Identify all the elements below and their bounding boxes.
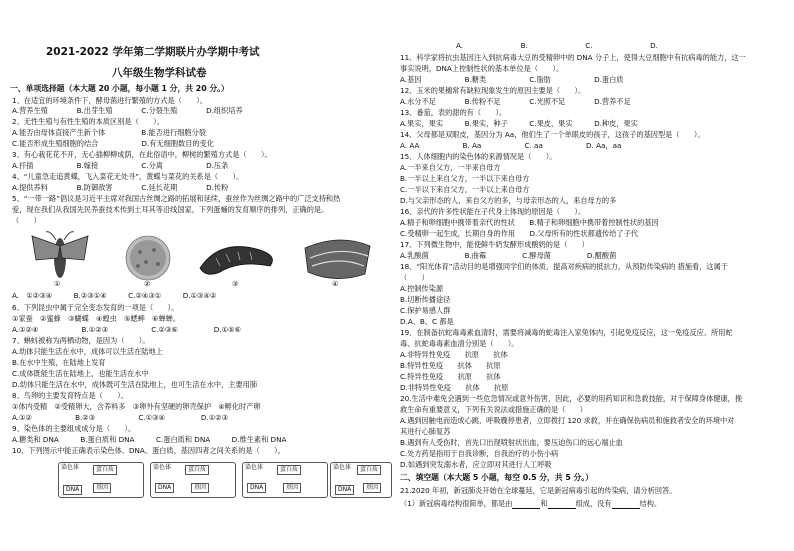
- left-column: [10, 0, 392, 551]
- option-line: B.一半以上来自父方，一半以下来自母方: [400, 174, 530, 183]
- question-line: （ ）: [400, 273, 429, 282]
- option-line: C.一半以下来自父方，一半以上来自母方: [400, 185, 530, 194]
- question-line: 21.2020 年初，新冠肺炎开始在全球蔓延，它是新冠病毒引起的传染病，请分析回答。: [400, 486, 677, 495]
- image-label: ①: [54, 280, 61, 288]
- question-line: 11、科学家将抗虫基因注入到抗病毒大豆的受精卵中的 DNA 分子上，使得大豆细胞中有抗病毒的能力，这一: [400, 53, 746, 62]
- option-line: A.幼体只能生活在水中，成体可以生活在陆地上: [12, 347, 163, 356]
- option-line: B.在水中生殖，在陆地上发育: [12, 358, 106, 367]
- option-line: C.能否形成生殖细胞的结合 D.有无细胞数目的变化: [12, 139, 215, 148]
- option-line: A.乳酸菌 B.曲霉 C.酵母菌 D.醋酸菌: [400, 251, 617, 260]
- question-line: 5、“一带一路”倡议是习近平主席对我国古丝绸之路的拓展和延续，蚕丝作为丝绸之路中的广泛支持和热: [12, 194, 341, 203]
- option-line: A.能否由母体直接产生新个体 B.能否进行细胞分裂: [12, 128, 206, 137]
- question-line: 15、人体细胞内的染色体的来源情况是（ ）。: [400, 152, 557, 161]
- question-line: 7、蝌蚪被称为两栖动物，是因为（ ）。: [12, 336, 150, 345]
- option-line: A.精子和卵细胞中携带着亲代的性状 B.精子和卵细胞中携带着控制性状的基因: [400, 218, 659, 227]
- image-label: ③: [232, 280, 239, 288]
- moth-image: [32, 232, 88, 278]
- option-line: A.水分不足 B.传粉不足 C.光照不足 D.营养不足: [400, 97, 631, 106]
- option-line: C.成体既能生活在陆地上，也能生活在水中: [12, 369, 149, 378]
- question-line: 12、玉米的果穗常有缺粒现象发生的原因主要是（ ）。: [400, 86, 586, 95]
- option-line: A. AA B. Aa C. aa D. Aa，aa: [400, 141, 622, 150]
- option-line: A. ①②③④ B.②③①④ C.②④③① D.①③④②: [12, 291, 217, 300]
- option-line: C.保护易感人群: [400, 306, 451, 315]
- question-line: 10、下列图示中能正确表示染色体、DNA、蛋白质、基因四者之间关系的是（ ）。: [12, 446, 285, 455]
- pupa-image: [305, 240, 370, 279]
- option-line: A.遇到因触电而造成心跳、呼吸骤停患者，立即拨打 120 求救，并在确保伤病员和施救者安全的环境中对: [400, 416, 735, 425]
- question-line: 18、“阳光体育”活动目的是增强同学们的体质，提高对疾病的抵抗力，从预防传染病的 措施看，这属于: [400, 262, 728, 271]
- exam-subtitle: 八年级生物学科试卷: [112, 67, 207, 79]
- question-line: 8、鸟卵的主要发育特点是（ ）。: [12, 391, 128, 400]
- question-line: 20.生活中难免会遇到一些危急情况或意外伤害，因此，必要的用药知识和急救技能，对于保障身体健康，挽: [400, 394, 743, 403]
- question-line: 3、有心栽花花不开，无心插柳柳成荫，在此俗语中，柳树的繁殖方式是（ ）。: [12, 150, 272, 159]
- fill-blank-line: （1）新冠病毒结构很简单，都是由 和 组成，没有 结构。: [400, 499, 662, 508]
- option-line: D.幼体只能生活在水中，成体既可生活在陆地上，也可生活在水中，主要用肺: [12, 380, 258, 389]
- option-line: A.提供养料 B.防御敌害 C.延长花期 D.传粉: [12, 183, 229, 192]
- relation-diagram-a: 染色体 蛋白质 基因 DNA: [58, 462, 144, 498]
- option-line: D.与父亲形态的人，来自父方的多，与母亲形态的人，来自母方的多: [400, 196, 617, 205]
- option-line: D.A、B、C 都是: [400, 317, 454, 326]
- option-line: A.果实，果实 B.果实，种子 C.果皮，果实 D.种皮，果实: [400, 119, 638, 128]
- option-line: ①家蚕 ②蜜蜂 ③蝴蝶 ④蝗虫 ⑤蟋蟀 ⑥蝉蝉。: [12, 314, 181, 323]
- relation-diagram-c: 染色体 蛋白质 基因 DNA: [242, 462, 328, 498]
- option-line: B.遇到有人受伤时，首先口出现喷射状出血，要压迫伤口的远心端止血: [400, 438, 623, 447]
- right-column: [400, 0, 788, 551]
- option-line: C.特异性免疫 抗原 抗体: [400, 372, 501, 381]
- question-line: 19、在制备抗蛇毒毒素血清时，需要将减毒的蛇毒注入家兔体内，引起免疫反应，这一免疫反应、所用蛇: [400, 328, 733, 337]
- question-line: 2、无性生殖与有性生殖的本质区别是（ ）。: [12, 117, 164, 126]
- option-line: 其进行心肺复苏: [400, 427, 451, 436]
- option-line: D.如遇到突发溺水者，应立即对其进行人工呼吸: [400, 460, 552, 469]
- question-line: 救生命有重要意义，下列有关说法或措施正确的是（ ）: [400, 405, 587, 414]
- answer-blank[interactable]: [612, 499, 640, 509]
- option-line: B.特异性免疫 抗体 抗原: [400, 361, 501, 370]
- question-line: 4、“儿童急走追黄蝶，飞入菜花无处寻”，黄蝶与菜花的关系是（ ）。: [12, 172, 244, 181]
- option-line: A.控制传染源: [400, 284, 444, 293]
- question-line: 事实说明，DNA上控制性状的基本单位是（ ）。: [400, 64, 564, 73]
- silkworm-illustration: [20, 228, 390, 288]
- question-line: 毒、抗蛇毒毒素血清分别是（ ）。: [400, 339, 519, 348]
- option-line: A.非特异性免疫 抗原 抗体: [400, 350, 508, 359]
- option-line: A.①② B.②③ C.①③④ D.①②③: [12, 413, 229, 422]
- question-line: 9、染色体的主要组成成分是（ ）。: [12, 424, 136, 433]
- image-label: ④: [332, 280, 339, 288]
- section2-heading: 二、填空题（本大题 5 小题，每空 0.5 分，共 5 分。）: [400, 473, 593, 482]
- image-label: ②: [144, 280, 151, 288]
- option-line: A.一半来自父方，一半来自母方: [400, 163, 501, 172]
- larva-image: [200, 247, 272, 275]
- eggs-image: [126, 236, 170, 280]
- option-line: A.基因 B.糖类 C.脂肪 D.蛋白质: [400, 75, 624, 84]
- question-line: 13、番茄，表的甜的有（ ）。: [400, 108, 507, 117]
- relation-diagram-d: 染色体 蛋白质 DNA 基因: [330, 462, 392, 498]
- answer-blank[interactable]: [548, 499, 576, 509]
- option-line: A. B. C. D.: [456, 41, 658, 50]
- option-line: D.非特异性免疫 抗体 抗原: [400, 383, 509, 392]
- relation-diagram-b: 染色体 蛋白质 DNA 基因: [150, 462, 236, 498]
- option-line: A.糖类和 DNA B.蛋白质和 DNA C.蛋白质和 DNA D.维生素和 DNA: [12, 435, 287, 444]
- question-line: 爱，现在我们从我国先民养蚕技术传到土耳其等沿线国家，下列蛋蛹的发育顺序的排列，正确的是。: [12, 205, 329, 214]
- question-line: 6、下列昆虫中属于完全变态发育的一项是（ ）。: [12, 303, 179, 312]
- question-line: 14、父母都是双眼皮，基因分为 Aa，他们生了一个单眼皮的孩子，这孩子的基因型是（ ）。: [400, 130, 705, 139]
- option-line: B.切断传播途径: [400, 295, 451, 304]
- option-line: A.扦插 B.嫁接 C.分离 D.压条: [12, 161, 229, 170]
- section1-heading: 一、单项选择题（本大题 20 小题，每小题 1 分，共 20 分。）: [10, 84, 229, 93]
- option-line: ①体内受精 ②受精卵大，含养料多 ③卵外有坚硬的卵壳保护 ④孵化时产卵: [12, 402, 261, 411]
- silkworm-lifecycle-images: [20, 228, 390, 288]
- question-line: 16、亲代的许多性状能在子代身上体现的原因是（ ）。: [400, 207, 586, 216]
- question-line: 1、在适宜的环境条件下，酵母菌进行繁殖的方式是（ ）。: [12, 96, 208, 105]
- option-line: C.处方药是指用于自我诊断，自我治疗的小伤小病: [400, 449, 559, 458]
- option-line: A.营养生殖 B.出芽生殖 C.分裂生殖 D.组织培养: [12, 106, 243, 115]
- question-line: 17、下列微生物中，能使鲜牛奶发酵形成酸奶的是（ ）: [400, 240, 589, 249]
- exam-title: 2021-2022 学年第二学期联片办学期中考试: [46, 46, 260, 58]
- answer-blank[interactable]: [512, 499, 540, 509]
- question-line: （ ）: [12, 216, 41, 225]
- option-line: C.受精卵一起生成，长期自身的作用 D.父母所有的性状都遗传给了子代: [400, 229, 638, 238]
- option-line: A.①②④ B.①②③ C.②③⑥ D.①⑤⑥: [12, 325, 241, 334]
